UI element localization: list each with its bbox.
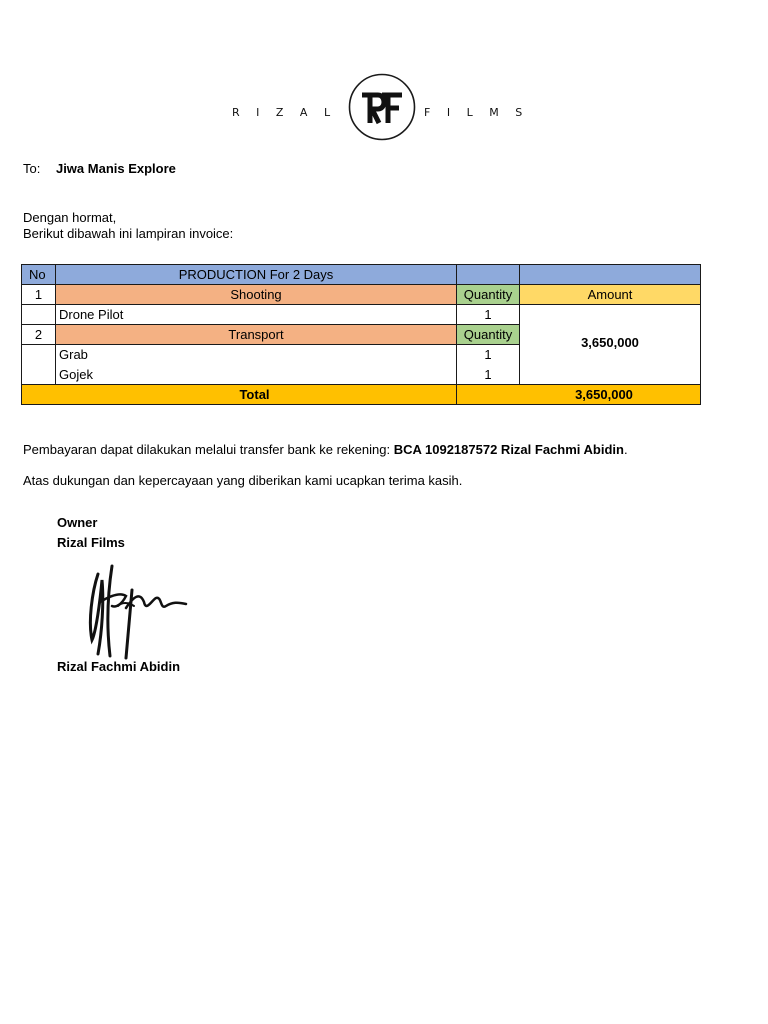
greeting-line-2: Berikut dibawah ini lampiran invoice: bbox=[23, 226, 234, 241]
section-title: Shooting bbox=[56, 285, 457, 305]
row-no-blank bbox=[22, 305, 56, 325]
greeting-line-1: Dengan hormat, bbox=[23, 210, 117, 225]
payment-line bbox=[23, 442, 628, 458]
handwritten-signature bbox=[82, 562, 192, 662]
signature-role: Owner bbox=[57, 515, 98, 530]
total-label: Total bbox=[22, 385, 457, 405]
item-name: Grab bbox=[56, 345, 457, 365]
logo-word-right: FILMS bbox=[424, 106, 539, 119]
payment-suffix: . bbox=[623, 442, 628, 457]
total-row bbox=[22, 385, 701, 405]
invoice-table bbox=[21, 264, 701, 405]
company-logo bbox=[232, 72, 539, 144]
item-qty: 1 bbox=[457, 305, 520, 325]
thanks-line: Atas dukungan dan kepercayaan yang diberikan kami ucapkan terima kasih. bbox=[23, 473, 463, 488]
row-no-blank bbox=[22, 345, 56, 365]
item-qty: 1 bbox=[457, 365, 520, 385]
table-row bbox=[22, 305, 701, 325]
item-name: Gojek bbox=[56, 365, 457, 385]
row-no-blank bbox=[22, 365, 56, 385]
logo-word-left: RIZAL bbox=[232, 106, 347, 119]
signature-company: Rizal Films bbox=[57, 535, 125, 550]
table-header-row bbox=[22, 265, 701, 285]
rf-monogram-icon bbox=[348, 73, 416, 141]
section-qty-header: Quantity bbox=[457, 325, 520, 345]
payment-prefix: Pembayaran dapat dilakukan melalui transfer bank ke rekening: bbox=[23, 442, 394, 457]
section-row bbox=[22, 285, 701, 305]
header-no: No bbox=[22, 265, 56, 285]
section-no: 1 bbox=[22, 285, 56, 305]
section-qty-header: Quantity bbox=[457, 285, 520, 305]
recipient-line bbox=[23, 161, 176, 177]
signature-name: Rizal Fachmi Abidin bbox=[57, 659, 181, 674]
recipient-name: Jiwa Manis Explore bbox=[55, 161, 176, 176]
header-qty-blank bbox=[457, 265, 520, 285]
section-no: 2 bbox=[22, 325, 56, 345]
amount-header: Amount bbox=[520, 285, 701, 305]
payment-account: BCA 1092187572 Rizal Fachmi Abidin bbox=[393, 442, 624, 457]
recipient-label: To: bbox=[23, 161, 41, 176]
total-value: 3,650,000 bbox=[457, 385, 701, 405]
amount-value: 3,650,000 bbox=[520, 305, 701, 385]
section-title: Transport bbox=[56, 325, 457, 345]
header-amount-blank bbox=[520, 265, 701, 285]
item-name: Drone Pilot bbox=[56, 305, 457, 325]
item-qty: 1 bbox=[457, 345, 520, 365]
header-title: PRODUCTION For 2 Days bbox=[56, 265, 457, 285]
